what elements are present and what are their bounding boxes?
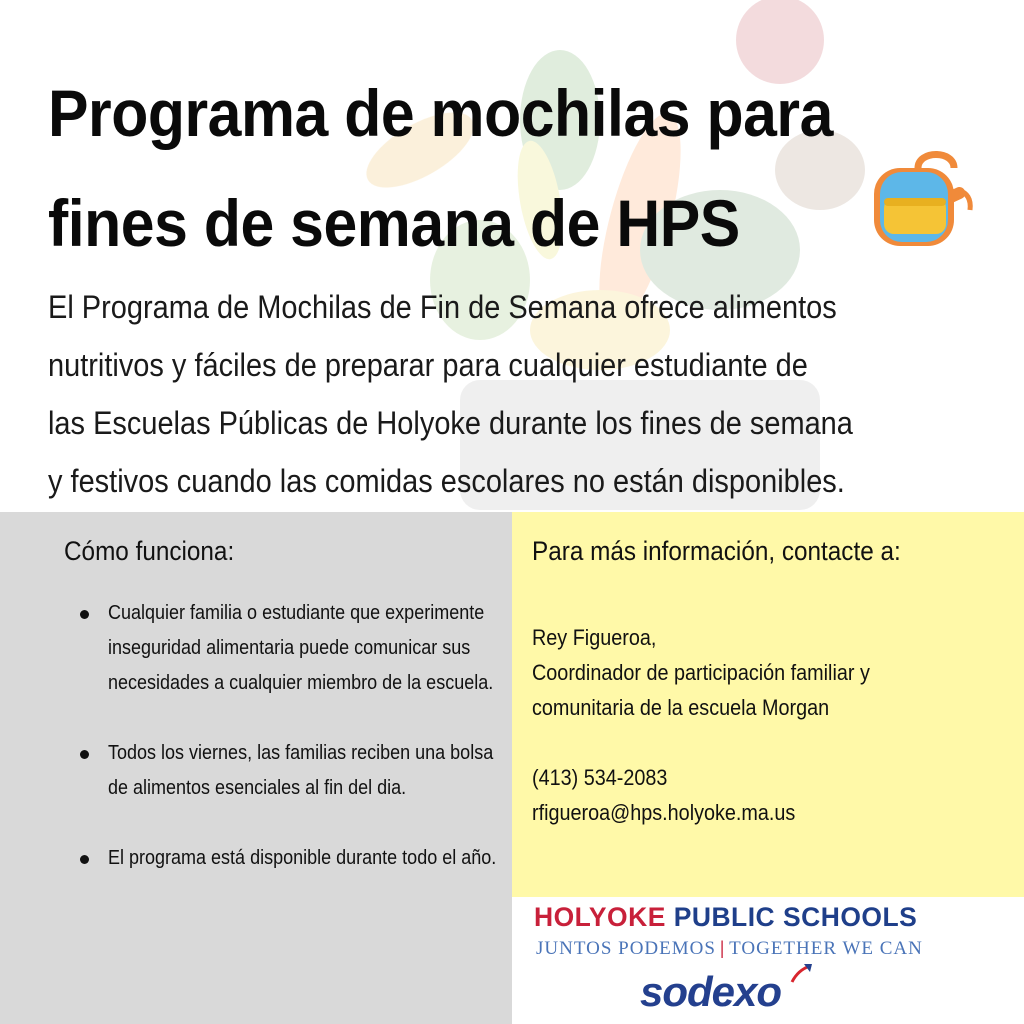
hps-tagline xyxy=(536,938,923,960)
list-item-text: Cualquier familia o estudiante que experimente inseguridad alimentaria puede comunicar sus necesidades a cualquier miembro de la escuela. xyxy=(108,602,494,694)
intro-line: las Escuelas Públicas de Holyoke durante los fines de semana xyxy=(48,405,853,441)
spacer xyxy=(532,725,955,760)
title-line-2: fines de semana de HPS xyxy=(48,186,740,260)
list-item xyxy=(80,596,520,701)
contact-details xyxy=(532,620,955,830)
list-item-text: El programa está disponible durante todo el año. xyxy=(108,847,497,869)
sodexo-logo: sodexo xyxy=(640,968,782,1015)
hps-logo-word-public-schools: PUBLIC SCHOOLS xyxy=(673,902,918,932)
contact-role-line-1: Coordinador de participación familiar y xyxy=(532,660,870,685)
title-line-1: Programa de mochilas para xyxy=(48,76,833,150)
list-item-text: Todos los viernes, las familias reciben una bolsa de alimentos esenciales al fin del dia. xyxy=(108,742,494,799)
intro-line: nutritivos y fáciles de preparar para cualquier estudiante de xyxy=(48,347,808,383)
contact-heading: Para más información, contacte a: xyxy=(532,536,901,566)
list-item xyxy=(80,736,520,806)
contact-email[interactable]: rfigueroa@hps.holyoke.ma.us xyxy=(532,800,796,825)
how-it-works-heading: Cómo funciona: xyxy=(64,536,235,566)
tagline-spanish: JUNTOS PODEMOS xyxy=(536,938,716,959)
tagline-separator: | xyxy=(719,938,726,959)
backpack-icon xyxy=(868,150,976,255)
contact-name: Rey Figueroa, xyxy=(532,625,657,650)
hps-logo-word-holyoke: HOLYOKE xyxy=(534,902,666,932)
hps-logo-name xyxy=(534,902,965,933)
contact-phone[interactable]: (413) 534-2083 xyxy=(532,765,668,790)
contact-role-line-2: comunitaria de la escuela Morgan xyxy=(532,695,830,720)
tagline-english: TOGETHER WE CAN xyxy=(729,938,923,959)
bullet-icon xyxy=(80,750,89,759)
bullet-icon xyxy=(80,855,89,864)
how-it-works-list xyxy=(80,596,520,911)
intro-line: El Programa de Mochilas de Fin de Semana ofrece alimentos xyxy=(48,289,837,325)
intro-line: y festivos cuando las comidas escolares no están disponibles. xyxy=(48,463,845,499)
bullet-icon xyxy=(80,610,89,619)
star-icon xyxy=(790,962,814,989)
list-item xyxy=(80,841,520,876)
intro-paragraph xyxy=(48,278,971,510)
page-title xyxy=(48,58,913,278)
